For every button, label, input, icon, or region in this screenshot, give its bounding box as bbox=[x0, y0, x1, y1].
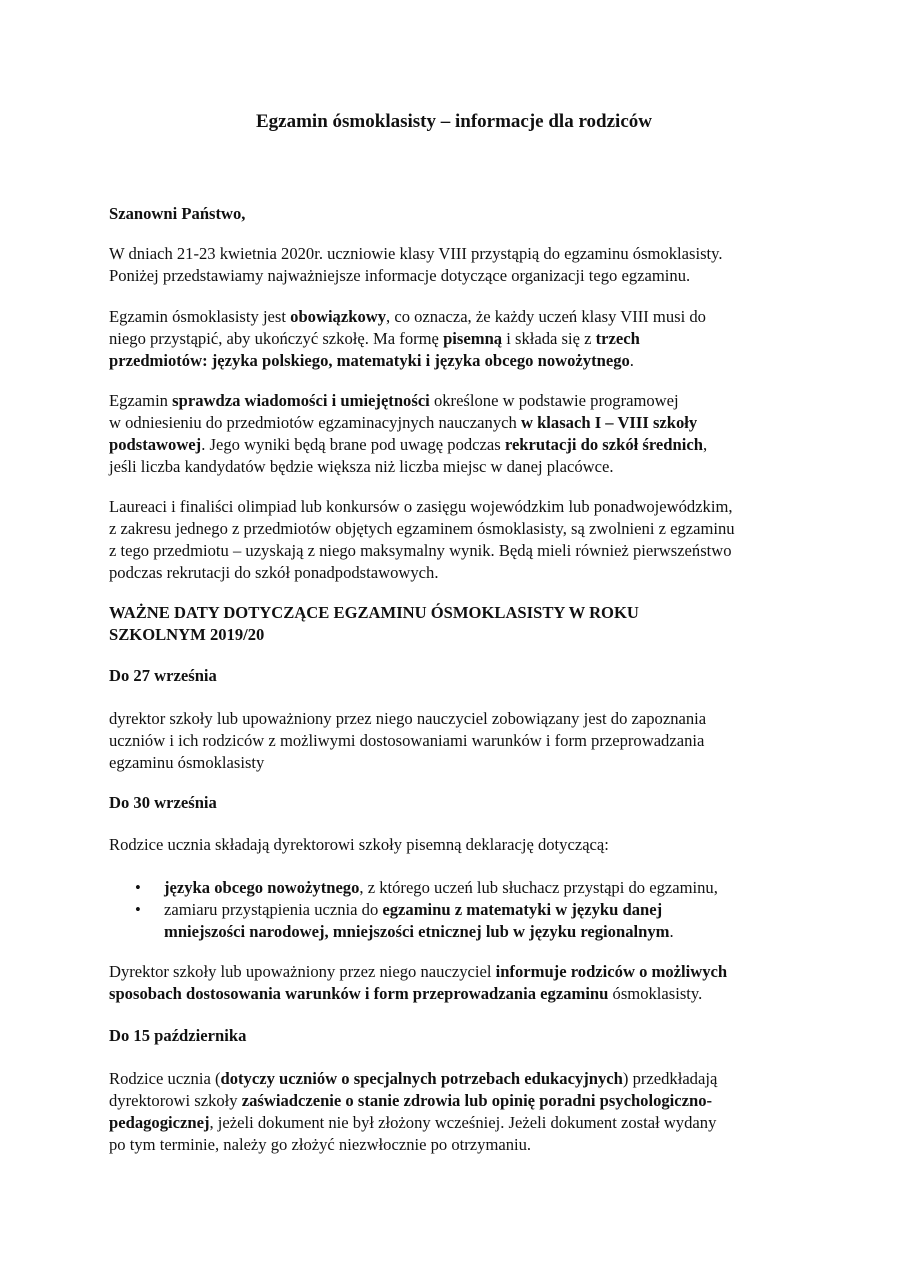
text-line bbox=[109, 412, 809, 434]
text-run: . bbox=[669, 922, 674, 941]
text-line: po tym terminie, należy go złożyć niezwłocznie po otrzymaniu. bbox=[109, 1135, 532, 1154]
text-line: dyrektor szkoły lub upoważniony przez niego nauczyciel zobowiązany jest do zapoznania bbox=[109, 709, 707, 728]
bold-run: rekrutacji do szkół średnich bbox=[504, 435, 703, 454]
bold-run: podstawowej bbox=[109, 435, 202, 454]
bold-run: informuje rodziców o możliwych bbox=[495, 962, 728, 981]
bold-run: przedmiotów: języka polskiego, matematyki i języka obcego nowożytnego bbox=[109, 351, 630, 370]
declaration-intro: Rodzice ucznia składają dyrektorowi szkoły pisemną deklarację dotyczącą: bbox=[109, 835, 609, 854]
text-run: dyrektorowi szkoły bbox=[109, 1091, 242, 1110]
text-line bbox=[109, 328, 809, 350]
date-heading-27-sept: Do 27 września bbox=[109, 666, 217, 685]
page-title: Egzamin ósmoklasisty – informacje dla rodziców bbox=[256, 111, 652, 132]
text-line: z zakresu jednego z przedmiotów objętych egzaminem ósmoklasisty, są zwolnieni z egzaminu bbox=[109, 519, 735, 538]
bold-run: pisemną bbox=[443, 329, 503, 348]
declaration-list bbox=[109, 877, 809, 943]
bullet-icon: • bbox=[135, 900, 141, 919]
text-line: uczniów i ich rodziców z możliwymi dostosowaniami warunków i form przeprowadzania bbox=[109, 731, 705, 750]
text-line: podczas rekrutacji do szkół ponadpodstawowych. bbox=[109, 563, 439, 582]
list-item bbox=[109, 877, 809, 899]
date-27-sept-text bbox=[109, 708, 809, 774]
text-run: zamiaru przystąpienia ucznia do bbox=[164, 900, 383, 919]
text-line bbox=[109, 434, 809, 456]
intro-paragraph bbox=[109, 243, 809, 287]
heading-line: SZKOLNYM 2019/20 bbox=[109, 625, 265, 644]
text-line: egzaminu ósmoklasisty bbox=[109, 753, 265, 772]
date-heading-15-oct: Do 15 października bbox=[109, 1026, 247, 1045]
obligatory-paragraph bbox=[109, 306, 809, 372]
text-line: Poniżej przedstawiamy najważniejsze informacje dotyczące organizacji tego egzaminu. bbox=[109, 266, 691, 285]
bold-run: trzech bbox=[595, 329, 640, 348]
text-run: ) przedkładają bbox=[622, 1069, 718, 1088]
scope-paragraph bbox=[109, 390, 809, 478]
text-run: niego przystąpić, aby ukończyć szkołę. Ma formę bbox=[109, 329, 444, 348]
bold-run: sprawdza wiadomości i umiejętności bbox=[172, 391, 430, 410]
text-run: ósmoklasisty. bbox=[608, 984, 703, 1003]
text-run: , z którego uczeń lub słuchacz przystąpi do egzaminu, bbox=[359, 878, 718, 897]
bold-run: dotyczy uczniów o specjalnych potrzebach edukacyjnych bbox=[220, 1069, 623, 1088]
director-informs-paragraph bbox=[109, 961, 809, 1005]
text-run: Rodzice ucznia ( bbox=[109, 1069, 221, 1088]
bold-run: sposobach dostosowania warunków i form przeprowadzania egzaminu bbox=[109, 984, 609, 1003]
text-run: , bbox=[702, 435, 708, 454]
text-run: Egzamin bbox=[109, 391, 173, 410]
bold-run: mniejszości narodowej, mniejszości etnicznej lub w języku regionalnym bbox=[164, 922, 670, 941]
text-line bbox=[109, 1090, 809, 1112]
text-line bbox=[109, 961, 809, 983]
greeting: Szanowni Państwo, bbox=[109, 204, 246, 223]
section-heading bbox=[109, 602, 809, 646]
laureates-paragraph bbox=[109, 496, 809, 584]
text-run: , co oznacza, że każdy uczeń klasy VIII musi do bbox=[386, 307, 706, 326]
text-line bbox=[109, 1068, 809, 1090]
text-run: , jeżeli dokument nie był złożony wcześniej. Jeżeli dokument został wydany bbox=[209, 1113, 717, 1132]
text-run: w odniesieniu do przedmiotów egzaminacyjnych nauczanych bbox=[109, 413, 521, 432]
text-line bbox=[164, 921, 809, 943]
heading-line: WAŻNE DATY DOTYCZĄCE EGZAMINU ÓSMOKLASISTY W ROKU bbox=[109, 603, 639, 622]
text-line bbox=[109, 390, 809, 412]
text-line bbox=[109, 306, 809, 328]
bold-run: egzaminu z matematyki w języku danej bbox=[382, 900, 663, 919]
bold-run: obowiązkowy bbox=[290, 307, 387, 326]
bold-run: w klasach I – VIII szkoły bbox=[520, 413, 698, 432]
text-line bbox=[109, 1112, 809, 1134]
text-line: Laureaci i finaliści olimpiad lub konkursów o zasięgu wojewódzkim lub ponadwojewódzkim, bbox=[109, 497, 733, 516]
text-run: Egzamin ósmoklasisty jest bbox=[109, 307, 291, 326]
text-run: Dyrektor szkoły lub upoważniony przez niego nauczyciel bbox=[109, 962, 496, 981]
text-line bbox=[109, 350, 809, 372]
list-item bbox=[109, 899, 809, 943]
text-line: z tego przedmiotu – uzyskają z niego maksymalny wynik. Będą mieli również pierwszeństwo bbox=[109, 541, 732, 560]
text-line bbox=[109, 983, 809, 1005]
text-run: . bbox=[629, 351, 634, 370]
bold-run: zaświadczenie o stanie zdrowia lub opinię poradni psychologiczno- bbox=[241, 1091, 713, 1110]
date-15-oct-text bbox=[109, 1068, 809, 1156]
bold-run: pedagogicznej bbox=[109, 1113, 210, 1132]
bullet-icon: • bbox=[135, 878, 141, 897]
text-line: W dniach 21-23 kwietnia 2020r. uczniowie klasy VIII przystąpią do egzaminu ósmoklasisty. bbox=[109, 244, 723, 263]
text-line bbox=[164, 899, 809, 921]
text-run: . Jego wyniki będą brane pod uwagę podczas bbox=[201, 435, 505, 454]
text-line: jeśli liczba kandydatów będzie większa niż liczba miejsc w danej placówce. bbox=[109, 457, 614, 476]
date-heading-30-sept: Do 30 września bbox=[109, 793, 217, 812]
text-run: określone w podstawie programowej bbox=[429, 391, 679, 410]
text-run: i składa się z bbox=[502, 329, 596, 348]
bold-run: języka obcego nowożytnego bbox=[164, 878, 360, 897]
